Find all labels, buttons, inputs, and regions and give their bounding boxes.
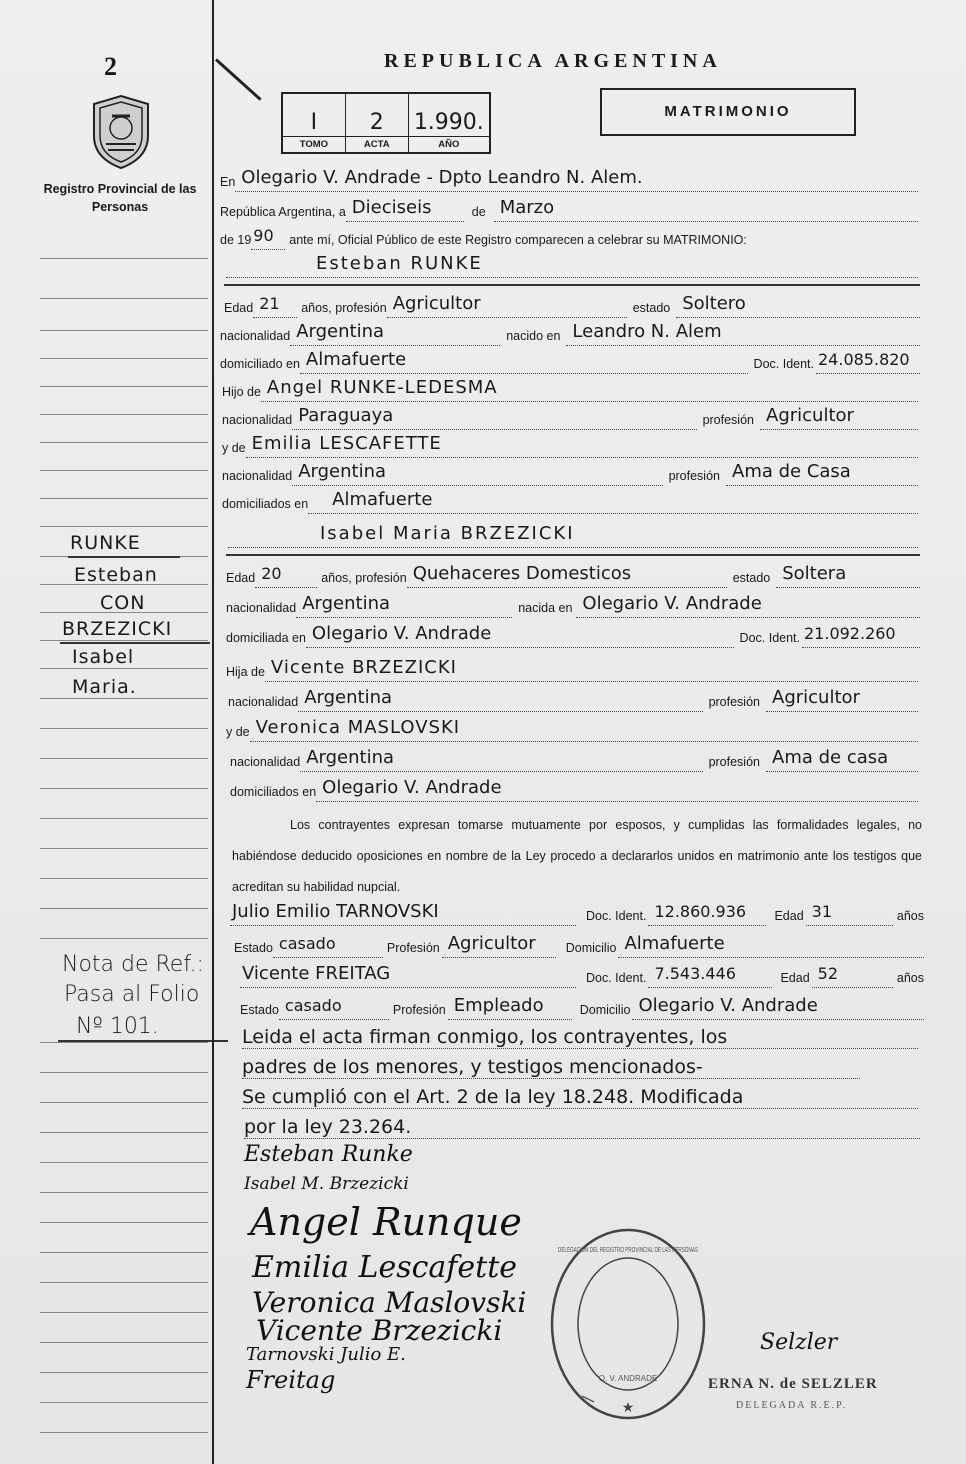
stamp-text: DELEGACION DEL REGISTRO PROVINCIAL DE LAS PERSONAS [558,1247,699,1254]
witness2-details-line [240,992,924,1020]
intro-republic-label: República Argentina, a [220,205,346,219]
witness2-status-value: casado [279,992,389,1020]
intro-place-value: Olegario V. Andrade - Dpto Leandro N. Alem. [235,164,918,192]
tomo-cell [283,94,346,152]
groom-address-value: Almafuerte [300,346,748,374]
bride-father-profession-value: Agricultor [766,684,918,712]
witness1-details-line [234,930,924,958]
bride-status-label: estado [732,571,771,585]
anio-cell [409,94,489,152]
groom-mother-profession-label: profesión [668,469,720,483]
witness2-age-label: Edad [780,971,810,985]
record-number-box [281,92,491,154]
groom-name-value: Esteban RUNKE [226,250,918,278]
bride-father-label: Hija de [226,665,265,679]
bride-address-value: Olegario V. Andrade [306,620,734,648]
groom-id-label: Doc. Ident. [753,357,814,371]
witness2-address-label: Domicilio [579,1003,631,1017]
tomo-value: I [310,110,318,135]
bride-nationality-label: nacionalidad [226,601,297,615]
margin-index-line: Maria. [72,676,137,698]
witness1-age-value: 31 [806,898,893,926]
closing-note-line: por la ley 23.264. [244,1116,920,1139]
witness1-age-label: Edad [774,909,804,923]
witness2-profession-value: Empleado [448,992,572,1020]
groom-father-line [222,374,918,402]
witness2-age-value: 52 [812,960,893,988]
groom-parents-address-line [222,486,918,514]
witness1-id-label: Doc. Ident. [586,909,647,923]
witness2-name: Vicente FREITAG [240,960,576,988]
witness1-id-value: 12.860.936 [648,898,766,926]
margin-divider [212,0,214,1464]
witness1-address-label: Domicilio [565,941,617,955]
document-heading: REPUBLICA ARGENTINA [384,50,722,72]
margin-index-line: RUNKE [70,532,141,554]
margin-note-line: Nº 101. [76,1014,159,1039]
margin-note-line: Pasa al Folio [64,982,200,1007]
bride-mother-value: Veronica MASLOVSKI [250,714,918,742]
witness1-status-label: Estado [234,941,273,955]
witness1-profession-value: Agricultor [442,930,556,958]
closing-note-line: Se cumplió con el Art. 2 de la ley 18.248. Modificada [242,1086,918,1109]
margin-index-line: CON [100,592,146,614]
margin-index-line: BRZEZICKI [62,618,173,640]
delegation-stamp-icon [548,1226,708,1422]
groom-father-value: Angel RUNKE-LEDESMA [261,374,918,402]
witness2-profession-label: Profesión [392,1003,446,1017]
declaration-text: Los contrayentes expresan tomarse mutuamente por esposos, y cumplidas las formalidades legales, no habiéndose deducido oposiciones en nombre de la Ley procedo a declararlos unidos en matrimonio ante los testigos que acreditan su habilidad nupcial. [232,818,922,894]
groom-nationality-value: Argentina [290,318,500,346]
signature-witness2: Freitag [246,1366,336,1394]
groom-mother-nationality-label: nacionalidad [222,469,293,483]
margin-index-line: Isabel [72,646,135,668]
groom-mother-profession-value: Ama de Casa [726,458,918,486]
witness1-profession-label: Profesión [386,941,440,955]
bride-mother-nationality-label: nacionalidad [230,755,301,769]
acta-label: ACTA [346,136,408,152]
bride-nationality-value: Argentina [296,590,512,618]
bride-father-value: Vicente BRZEZICKI [265,654,918,682]
bride-age-label: Edad [226,571,256,585]
witness1-status-value: casado [273,930,383,958]
intro-year-line [220,222,918,250]
anio-label: AÑO [409,136,489,152]
svg-text:★: ★ [621,1399,635,1415]
anio-value: 1.990. [413,110,484,135]
provincial-seal-icon [88,94,154,170]
bride-father-profession-label: profesión [708,695,760,709]
groom-father-profession-value: Agricultor [760,402,918,430]
intro-de-label: de [471,205,486,219]
groom-birthplace-value: Leandro N. Alem [566,318,920,346]
groom-profession-label: años, profesión [301,301,387,315]
tomo-label: TOMO [283,136,345,152]
groom-id-value: 24.085.820 [816,346,920,374]
groom-father-profession-label: profesión [702,413,754,427]
bride-profession-value: Quehaceres Domesticos [407,560,727,588]
bride-name-value: Isabel Maria BRZEZICKI [228,520,918,548]
bride-father-nationality-label: nacionalidad [228,695,299,709]
witness1-age-suffix: años [896,909,924,923]
bride-mother-details-line [230,744,918,772]
signature-groom-father: Angel Runque [250,1200,522,1244]
official-signature: Selzler [760,1330,838,1355]
pen-slash-mark [215,58,262,100]
groom-age-value: 21 [253,290,297,318]
bride-mother-profession-value: Ama de casa [766,744,918,772]
signature-bride-mother: Veronica Maslovski [252,1286,527,1319]
witness2-id-value: 7.543.446 [648,960,772,988]
intro-text: ante mí, Oficial Público de este Registro comparecen a celebrar su MATRIMONIO: [289,233,747,247]
groom-mother-nationality-value: Argentina [292,458,662,486]
groom-age-line [224,290,920,318]
groom-address-line [220,346,920,374]
groom-birthplace-label: nacido en [506,329,561,343]
groom-father-nationality-label: nacionalidad [222,413,293,427]
acta-value: 2 [369,110,384,135]
groom-profession-value: Agricultor [387,290,627,318]
bride-parents-address-line [230,774,918,802]
bride-mother-line [226,714,918,742]
groom-status-label: estado [632,301,671,315]
bride-id-label: Doc. Ident. [739,631,800,645]
bride-mother-label: y de [226,725,250,739]
official-name: ERNA N. de SELZLER [708,1376,878,1392]
groom-mother-line [222,430,918,458]
intro-month-value: Marzo [494,194,918,222]
registry-name: Registro Provincial de las Personas [43,182,197,214]
intro-date-line [220,194,918,222]
witness2-address-value: Olegario V. Andrade [632,992,924,1020]
intro-place-line [220,164,918,192]
groom-father-nationality-value: Paraguaya [292,402,696,430]
bride-id-value: 21.092.260 [802,620,920,648]
bride-age-line [226,560,920,588]
margin-note-line: Nota de Ref.: [62,952,204,977]
bride-parents-address-label: domiciliados en [230,785,317,799]
groom-name-line [226,250,918,278]
intro-year-value: 90 [251,222,285,250]
bride-status-value: Soltera [776,560,920,588]
closing-note-line: padres de los menores, y testigos mencionados- [242,1056,860,1079]
intro-year-label: de 19 [220,233,252,247]
bride-father-line [226,654,918,682]
groom-mother-label: y de [222,441,246,455]
bride-age-value: 20 [255,560,317,588]
groom-mother-value: Emilia LESCAFETTE [246,430,918,458]
bride-address-label: domiciliada en [226,631,306,645]
witness1-address-value: Almafuerte [618,930,924,958]
bride-father-details-line [228,684,918,712]
groom-status-value: Soltero [676,290,920,318]
bride-birthplace-label: nacida en [518,601,573,615]
bride-father-nationality-value: Argentina [298,684,702,712]
witness2-age-suffix: años [896,971,924,985]
groom-parents-address-label: domiciliados en [222,497,309,511]
groom-age-label: Edad [224,301,254,315]
groom-nationality-line [220,318,920,346]
bride-birthplace-value: Olegario V. Andrade [576,590,920,618]
witness2-line [240,960,924,988]
witness2-id-label: Doc. Ident. [586,971,647,985]
groom-address-label: domiciliado en [220,357,300,371]
margin-index-line: Esteban [74,564,158,586]
record-type-box: MATRIMONIO [600,88,856,136]
bride-mother-profession-label: profesión [708,755,760,769]
bride-nationality-line [226,590,920,618]
bride-address-line [226,620,920,648]
official-title: DELEGADA R.E.P. [736,1400,848,1411]
signature-groom-mother: Emilia Lescafette [252,1250,518,1285]
closing-note-line: Leida el acta firman conmigo, los contrayentes, los [242,1026,918,1049]
bride-parents-address-value: Olegario V. Andrade [316,774,918,802]
bride-name-line [228,520,918,548]
stamp-place-text: O. V. ANDRADE [598,1374,658,1383]
groom-parents-address-value: Almafuerte [308,486,918,514]
witness1-line [230,898,924,926]
groom-father-label: Hijo de [222,385,261,399]
intro-day-value: Dieciseis [346,194,464,222]
groom-mother-details-line [222,458,918,486]
page-number: 2 [104,52,117,81]
signature-bride-father: Vicente Brzezicki [256,1314,503,1347]
bride-mother-nationality-value: Argentina [300,744,702,772]
signature-bride: Isabel M. Brzezicki [244,1174,409,1194]
witness1-name: Julio Emilio TARNOVSKI [230,898,576,926]
intro-en-label: En [220,175,236,189]
groom-father-details-line [222,402,918,430]
signature-witness1: Tarnovski Julio E. [246,1344,406,1365]
bride-profession-label: años, profesión [321,571,407,585]
groom-nationality-label: nacionalidad [220,329,291,343]
witness2-status-label: Estado [240,1003,279,1017]
signature-groom: Esteban Runke [244,1142,413,1167]
acta-cell [346,94,409,152]
